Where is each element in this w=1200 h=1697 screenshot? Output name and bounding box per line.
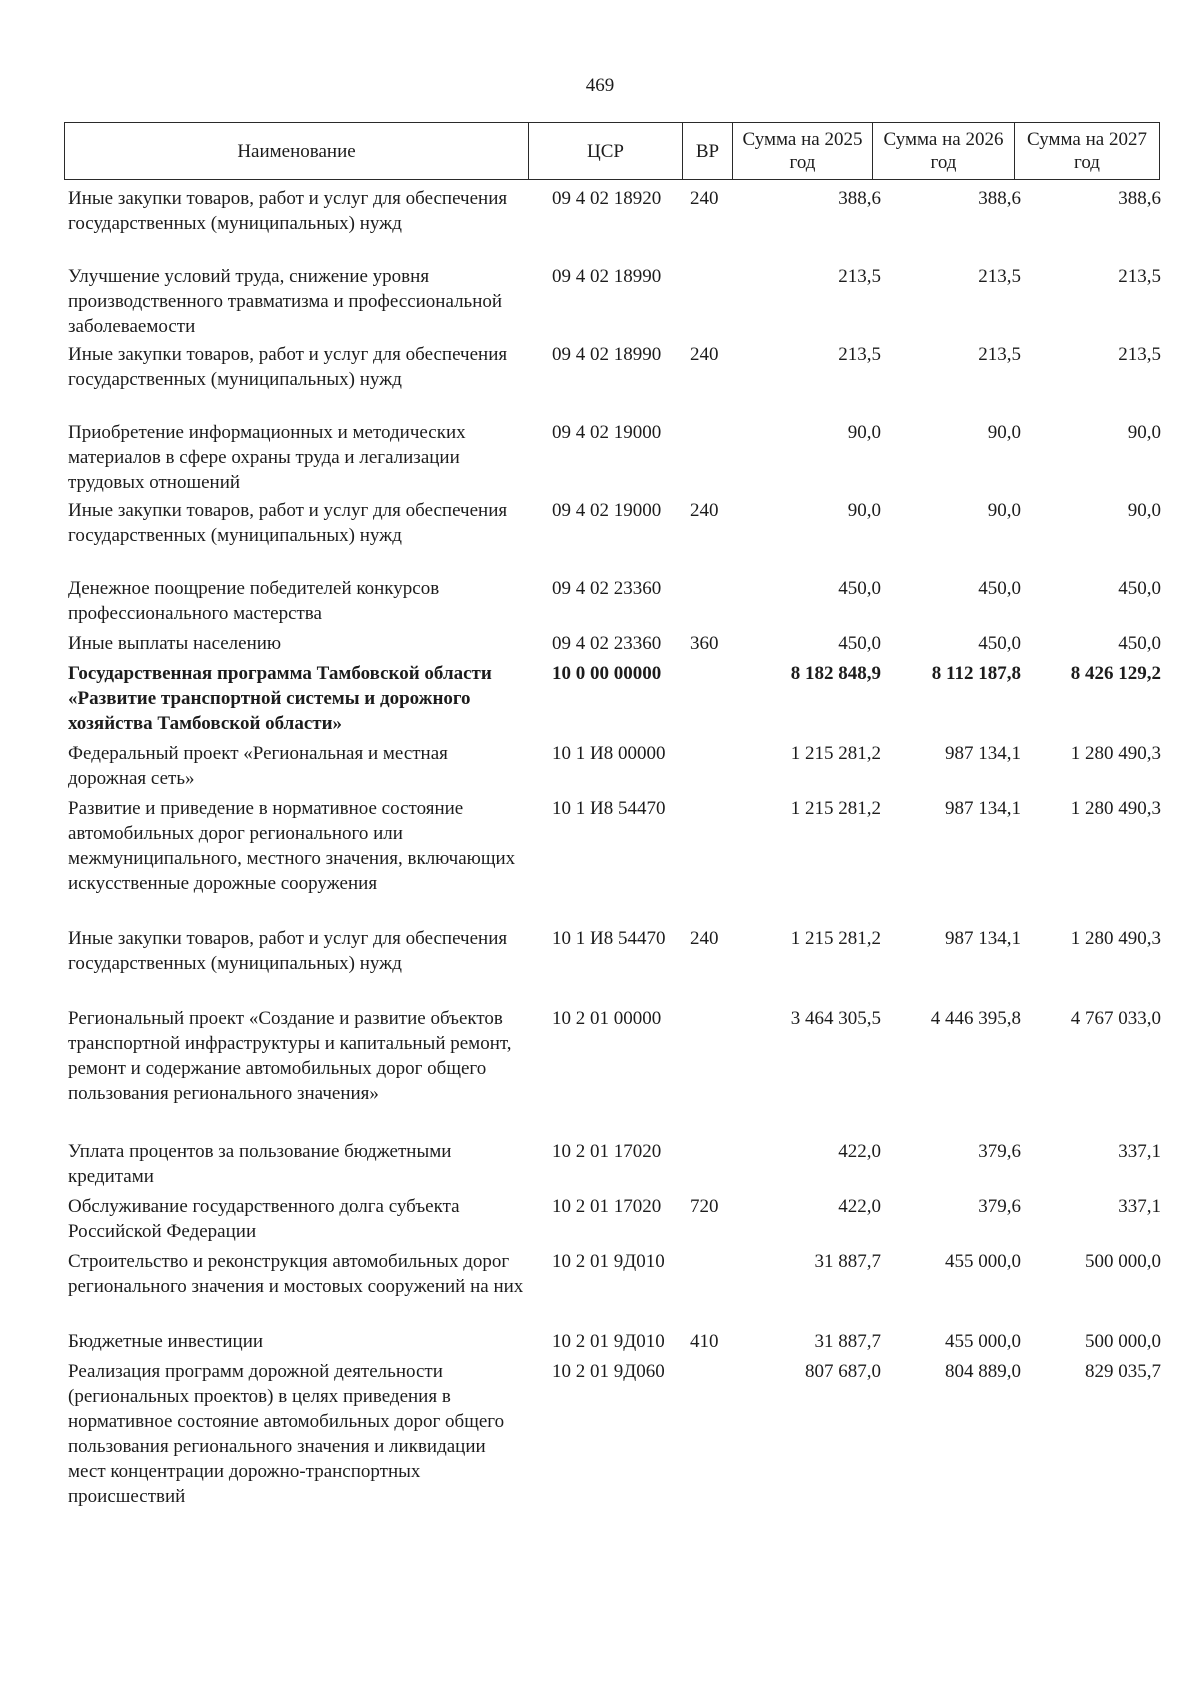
row-sum-2025: 8 182 848,9: [790, 663, 881, 684]
header-name: Наименование: [65, 123, 529, 179]
row-csr: 09 4 02 18920: [552, 188, 662, 209]
row-sum-2025: 1 215 281,2: [790, 743, 881, 764]
row-name: Федеральный проект «Региональная и местная дорожная сеть»: [68, 743, 448, 789]
row-sum-2027: 337,1: [1118, 1196, 1161, 1217]
header-sum-2027: Сумма на 2027 год: [1027, 129, 1147, 173]
table-row: [0, 1329, 1200, 1359]
row-sum-2027: 388,6: [1118, 188, 1161, 209]
row-name: Реализация программ дорожной деятельности (региональных проектов) в целях приведения в нормативное состояние автомобильных дорог общего пользования регионального значения и ликвидации мест концентрации дорожно-транспортных происшествий: [68, 1361, 505, 1507]
row-csr: 09 4 02 19000: [552, 422, 662, 443]
table-row: [0, 498, 1200, 576]
row-sum-2026: 4 446 395,8: [930, 1008, 1021, 1029]
row-name: Бюджетные инвестиции: [68, 1331, 264, 1352]
row-sum-2026: 455 000,0: [945, 1251, 1021, 1272]
row-sum-2025: 388,6: [838, 188, 881, 209]
row-csr: 09 4 02 23360: [552, 578, 662, 599]
row-sum-2026: 804 889,0: [945, 1361, 1021, 1382]
row-sum-2025: 31 887,7: [814, 1251, 881, 1272]
row-name: Строительство и реконструкция автомобильных дорог регионального значения и мостовых сооружений на них: [68, 1251, 524, 1297]
header-sum-2025: Сумма на 2025 год: [733, 123, 873, 179]
table-row: [0, 1249, 1200, 1329]
row-sum-2027: 90,0: [1127, 422, 1161, 443]
row-sum-2027: 213,5: [1118, 266, 1161, 287]
row-sum-2025: 90,0: [847, 500, 881, 521]
row-sum-2027: 500 000,0: [1085, 1251, 1161, 1272]
row-sum-2026: 379,6: [978, 1141, 1021, 1162]
table-row: [0, 186, 1200, 264]
row-sum-2027: 500 000,0: [1085, 1331, 1161, 1352]
row-csr: 09 4 02 18990: [552, 266, 662, 287]
row-vr: 360: [690, 633, 719, 654]
row-sum-2025: 213,5: [838, 266, 881, 287]
row-name: Иные закупки товаров, работ и услуг для обеспечения государственных (муниципальных) нужд: [68, 928, 508, 974]
table-row: [0, 631, 1200, 661]
row-name: Государственная программа Тамбовской области «Развитие транспортной системы и дорожного хозяйства Тамбовской области»: [68, 663, 492, 734]
row-name: Приобретение информационных и методических материалов в сфере охраны труда и легализации трудовых отношений: [68, 422, 466, 493]
row-vr: 240: [690, 928, 719, 949]
row-sum-2027: 337,1: [1118, 1141, 1161, 1162]
row-sum-2025: 90,0: [847, 422, 881, 443]
row-csr: 10 1 И8 00000: [552, 743, 666, 764]
row-sum-2026: 987 134,1: [945, 743, 1021, 764]
table-row: [0, 1006, 1200, 1139]
row-vr: 240: [690, 500, 719, 521]
row-sum-2025: 422,0: [838, 1141, 881, 1162]
row-sum-2026: 213,5: [978, 344, 1021, 365]
page-number: 469: [585, 75, 615, 96]
row-sum-2027: 213,5: [1118, 344, 1161, 365]
row-sum-2026: 450,0: [978, 578, 1021, 599]
header-csr: ЦСР: [529, 123, 683, 179]
row-sum-2025: 1 215 281,2: [790, 798, 881, 819]
row-csr: 09 4 02 23360: [552, 633, 662, 654]
row-csr: 09 4 02 18990: [552, 344, 662, 365]
row-sum-2027: 450,0: [1118, 578, 1161, 599]
row-sum-2027: 8 426 129,2: [1070, 663, 1161, 684]
row-vr: 240: [690, 344, 719, 365]
row-sum-2025: 213,5: [838, 344, 881, 365]
row-vr: 720: [690, 1196, 719, 1217]
row-csr: 10 2 01 17020: [552, 1141, 662, 1162]
row-name: Денежное поощрение победителей конкурсов профессионального мастерства: [68, 578, 440, 624]
table-row: [0, 342, 1200, 420]
row-csr: 10 2 01 00000: [552, 1008, 662, 1029]
row-vr: 410: [690, 1331, 719, 1352]
row-sum-2027: 1 280 490,3: [1070, 928, 1161, 949]
row-name: Уплата процентов за пользование бюджетными кредитами: [68, 1141, 452, 1187]
row-sum-2026: 388,6: [978, 188, 1021, 209]
row-name: Иные выплаты населению: [68, 633, 282, 654]
table-row: [0, 741, 1200, 796]
table-row: [0, 1194, 1200, 1249]
row-sum-2026: 379,6: [978, 1196, 1021, 1217]
row-sum-2025: 1 215 281,2: [790, 928, 881, 949]
row-name: Иные закупки товаров, работ и услуг для обеспечения государственных (муниципальных) нужд: [68, 344, 508, 390]
row-csr: 10 2 01 9Д010: [552, 1331, 665, 1352]
row-sum-2026: 90,0: [987, 500, 1021, 521]
row-sum-2025: 422,0: [838, 1196, 881, 1217]
table-row: [0, 1359, 1200, 1519]
row-sum-2026: 987 134,1: [945, 928, 1021, 949]
row-sum-2027: 4 767 033,0: [1070, 1008, 1161, 1029]
header-sum-2026: Сумма на 2026 год: [873, 123, 1015, 179]
table-row: [0, 926, 1200, 1006]
row-sum-2025: 31 887,7: [814, 1331, 881, 1352]
table-row: [0, 1139, 1200, 1194]
table-row: [0, 264, 1200, 342]
row-sum-2027: 1 280 490,3: [1070, 743, 1161, 764]
row-sum-2026: 987 134,1: [945, 798, 1021, 819]
row-vr: 240: [690, 188, 719, 209]
row-sum-2026: 90,0: [987, 422, 1021, 443]
table-header: [64, 122, 1160, 180]
row-csr: 10 2 01 17020: [552, 1196, 662, 1217]
row-sum-2026: 8 112 187,8: [931, 663, 1021, 684]
row-sum-2027: 829 035,7: [1085, 1361, 1161, 1382]
row-sum-2025: 450,0: [838, 578, 881, 599]
row-sum-2027: 1 280 490,3: [1070, 798, 1161, 819]
row-csr: 10 2 01 9Д060: [552, 1361, 665, 1382]
row-sum-2026: 455 000,0: [945, 1331, 1021, 1352]
row-csr: 09 4 02 19000: [552, 500, 662, 521]
row-name: Иные закупки товаров, работ и услуг для обеспечения государственных (муниципальных) нужд: [68, 500, 508, 546]
table-row: [0, 576, 1200, 631]
row-name: Иные закупки товаров, работ и услуг для обеспечения государственных (муниципальных) нужд: [68, 188, 508, 234]
row-name: Улучшение условий труда, снижение уровня производственного травматизма и профессиональной заболеваемости: [68, 266, 503, 337]
table-body: [0, 186, 1200, 1519]
row-name: Обслуживание государственного долга субъекта Российской Федерации: [68, 1196, 460, 1242]
table-row: [0, 661, 1200, 741]
header-vr: ВР: [683, 123, 733, 179]
row-name: Региональный проект «Создание и развитие объектов транспортной инфраструктуры и капитальный ремонт, ремонт и содержание автомобильных дорог общего пользования регионального значения»: [68, 1008, 512, 1104]
row-sum-2027: 450,0: [1118, 633, 1161, 654]
row-csr: 10 0 00 00000: [552, 663, 662, 684]
row-sum-2025: 450,0: [838, 633, 881, 654]
row-sum-2025: 3 464 305,5: [790, 1008, 881, 1029]
row-csr: 10 1 И8 54470: [552, 798, 666, 819]
row-sum-2027: 90,0: [1127, 500, 1161, 521]
row-sum-2025: 807 687,0: [805, 1361, 881, 1382]
row-sum-2026: 450,0: [978, 633, 1021, 654]
table-row: [0, 796, 1200, 926]
row-name: Развитие и приведение в нормативное состояние автомобильных дорог регионального или межмуниципального, местного значения, включающих искусственные дорожные сооружения: [68, 798, 516, 894]
row-csr: 10 2 01 9Д010: [552, 1251, 665, 1272]
row-csr: 10 1 И8 54470: [552, 928, 666, 949]
row-sum-2026: 213,5: [978, 266, 1021, 287]
table-row: [0, 420, 1200, 498]
